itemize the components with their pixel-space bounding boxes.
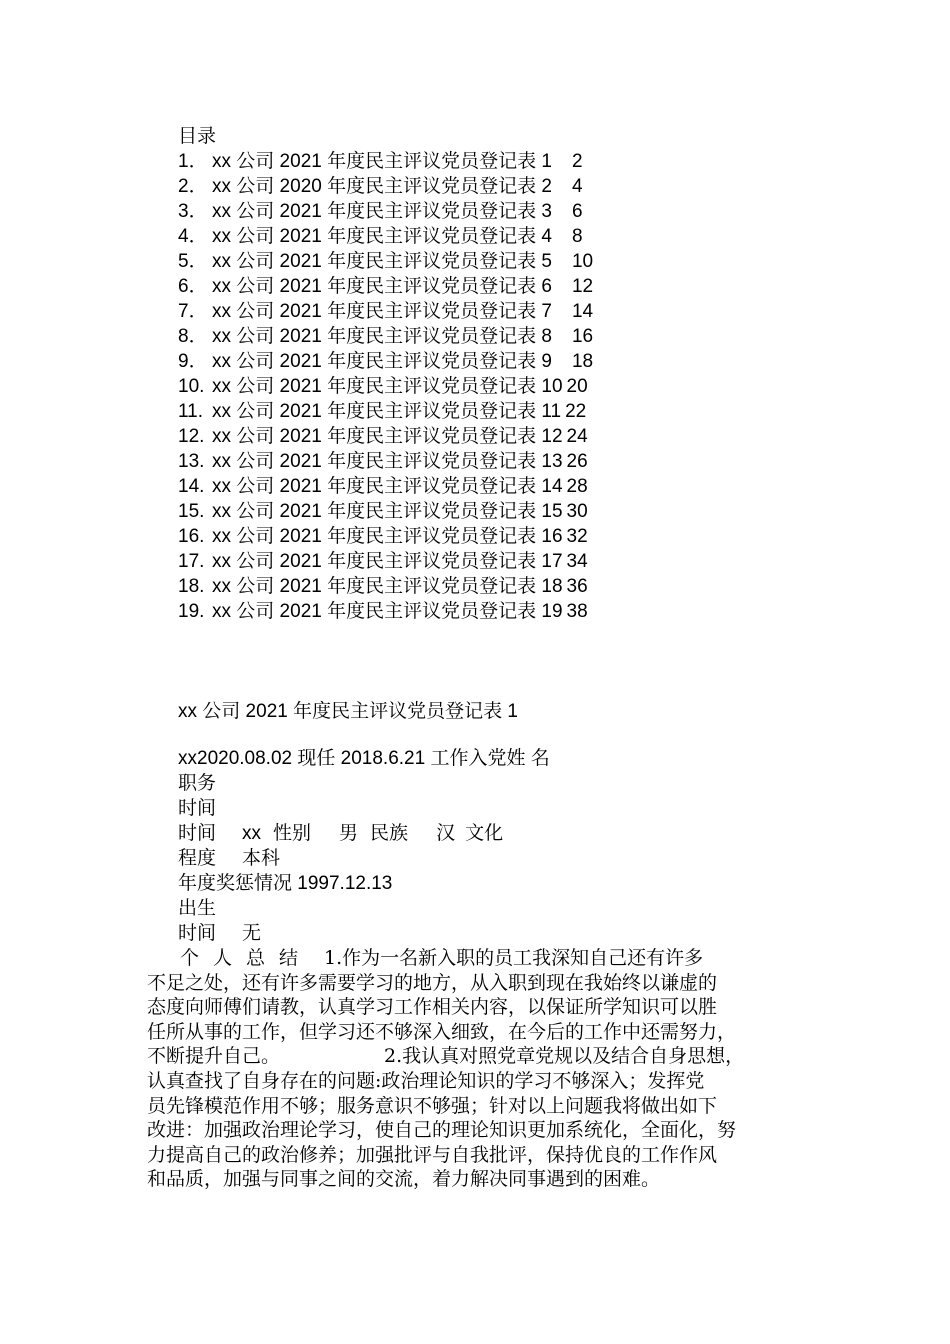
toc-item-title: xx 公司 2021 年度民主评议党员登记表 12 bbox=[212, 426, 563, 447]
toc-item-number: 15. bbox=[178, 501, 205, 522]
toc-item[interactable] bbox=[178, 424, 593, 449]
toc-item-title: xx 公司 2021 年度民主评议党员登记表 14 bbox=[212, 476, 563, 497]
toc-item-title: xx 公司 2021 年度民主评议党员登记表 19 bbox=[212, 601, 563, 622]
toc-item-page: 18 bbox=[571, 351, 594, 372]
toc-item-page: 16 bbox=[571, 326, 594, 347]
form-line: 职务 bbox=[178, 772, 217, 794]
toc-item-page: 10 bbox=[571, 251, 594, 272]
toc-item-title: xx 公司 2021 年度民主评议党员登记表 7 bbox=[212, 301, 552, 322]
registration-form-fields bbox=[178, 746, 550, 946]
toc-item[interactable] bbox=[178, 549, 593, 574]
toc-item-title: xx 公司 2021 年度民主评议党员登记表 6 bbox=[212, 276, 552, 297]
toc-item-page: 28 bbox=[566, 476, 588, 497]
toc-item-title: xx 公司 2021 年度民主评议党员登记表 11 bbox=[212, 401, 562, 422]
field-value: 无 bbox=[242, 922, 262, 944]
summary-line: 不足之处，还有许多需要学习的地方，从入职到现在我始终以谦虚的 bbox=[147, 971, 718, 994]
summary-line: 力提高自己的政治修养；加强批评与自我批评，保持优良的工作作风 bbox=[147, 1143, 718, 1166]
toc-item[interactable] bbox=[178, 349, 593, 374]
toc-item-number: 16. bbox=[178, 526, 205, 547]
form-line bbox=[178, 921, 550, 946]
toc-item-number: 19. bbox=[178, 601, 205, 622]
summary-line: 态度向师傅们请教，认真学习工作相关内容，以保证所学知识可以胜 bbox=[147, 996, 718, 1019]
toc-item-page: 34 bbox=[566, 551, 588, 572]
toc-item-title: xx 公司 2021 年度民主评议党员登记表 10 bbox=[212, 376, 563, 397]
summary-line bbox=[147, 1044, 807, 1069]
toc-item-page: 38 bbox=[566, 601, 588, 622]
personal-summary bbox=[147, 946, 807, 1192]
summary-line: 改进：加强政治理论学习，使自己的理论知识更加系统化，全面化，努 bbox=[147, 1119, 737, 1142]
toc-item-title: xx 公司 2021 年度民主评议党员登记表 4 bbox=[212, 226, 552, 247]
summary-line bbox=[147, 946, 807, 971]
toc-item-title: xx 公司 2021 年度民主评议党员登记表 18 bbox=[212, 576, 563, 597]
toc-item-page: 14 bbox=[571, 301, 594, 322]
toc-item[interactable] bbox=[178, 599, 593, 624]
toc-item-page: 32 bbox=[566, 526, 588, 547]
toc-heading: 目录 bbox=[178, 125, 217, 147]
form-line: 年度奖惩情况 1997.12.13 bbox=[178, 873, 393, 894]
toc-item[interactable] bbox=[178, 524, 593, 549]
toc-item-number: 13. bbox=[178, 451, 205, 472]
form-line: xx2020.08.02 现任 2018.6.21 工作入党姓 名 bbox=[178, 748, 550, 769]
form-line bbox=[178, 846, 550, 871]
toc-item-page: 8 bbox=[571, 226, 583, 247]
toc-item-page: 2 bbox=[571, 151, 583, 172]
toc-item-page: 24 bbox=[566, 426, 588, 447]
field-label: 性别 bbox=[273, 822, 312, 844]
summary-text: 不断提升自己。 bbox=[147, 1045, 281, 1068]
summary-text: 2.我认真对照党章党规以及结合自身思想， bbox=[384, 1045, 745, 1068]
field-label: 时间 bbox=[178, 822, 217, 844]
toc-item-title: xx 公司 2021 年度民主评议党员登记表 5 bbox=[212, 251, 552, 272]
field-label: 民族 bbox=[370, 822, 409, 844]
toc-item-number: 6． bbox=[178, 276, 208, 297]
toc-item[interactable] bbox=[178, 449, 593, 474]
toc-item[interactable] bbox=[178, 374, 593, 399]
toc-item-number: 8． bbox=[178, 326, 208, 347]
field-value: 男 bbox=[339, 822, 359, 844]
field-value: 汉 bbox=[436, 822, 456, 844]
toc-item[interactable] bbox=[178, 399, 593, 424]
toc-item-number: 14. bbox=[178, 476, 205, 497]
toc-item-number: 9． bbox=[178, 351, 208, 372]
toc-item[interactable] bbox=[178, 149, 593, 174]
toc-item-title: xx 公司 2021 年度民主评议党员登记表 3 bbox=[212, 201, 552, 222]
summary-line: 认真查找了自身存在的问题:政治理论知识的学习不够深入；发挥党 bbox=[147, 1069, 705, 1092]
summary-text: 1.作为一名新入职的员工我深知自己还有许多 bbox=[324, 947, 704, 969]
toc-item[interactable] bbox=[178, 474, 593, 499]
toc-item-title: xx 公司 2021 年度民主评议党员登记表 8 bbox=[212, 326, 552, 347]
toc-item[interactable] bbox=[178, 249, 593, 274]
toc-item[interactable] bbox=[178, 499, 593, 524]
form-line: 出生 bbox=[178, 897, 217, 919]
form-line: 时间 bbox=[178, 797, 217, 819]
toc-item[interactable] bbox=[178, 224, 593, 249]
field-value: 本科 bbox=[242, 847, 281, 869]
toc-item-title: xx 公司 2020 年度民主评议党员登记表 2 bbox=[212, 176, 552, 197]
field-label: 时间 bbox=[178, 922, 217, 944]
toc-item-title: xx 公司 2021 年度民主评议党员登记表 1 bbox=[212, 151, 552, 172]
toc-item[interactable] bbox=[178, 324, 593, 349]
toc-list bbox=[178, 149, 593, 624]
toc-item-number: 3． bbox=[178, 201, 208, 222]
toc-item[interactable] bbox=[178, 199, 593, 224]
toc-item[interactable] bbox=[178, 574, 593, 599]
toc-item-number: 5． bbox=[178, 251, 208, 272]
form-line bbox=[178, 821, 550, 846]
toc-item-number: 11. bbox=[178, 401, 204, 422]
toc-item-page: 26 bbox=[566, 451, 588, 472]
summary-line: 员先锋模范作用不够；服务意识不够强；针对以上问题我将做出如下 bbox=[147, 1094, 718, 1117]
toc-item-number: 4． bbox=[178, 226, 208, 247]
toc-item-title: xx 公司 2021 年度民主评议党员登记表 9 bbox=[212, 351, 552, 372]
toc-item-title: xx 公司 2021 年度民主评议党员登记表 15 bbox=[212, 501, 563, 522]
toc-item-title: xx 公司 2021 年度民主评议党员登记表 16 bbox=[212, 526, 563, 547]
toc-item[interactable] bbox=[178, 174, 593, 199]
form-title: xx 公司 2021 年度民主评议党员登记表 1 bbox=[178, 701, 518, 722]
table-of-contents bbox=[178, 124, 593, 624]
field-label: 文化 bbox=[465, 822, 504, 844]
toc-item-number: 10. bbox=[178, 376, 205, 397]
toc-item-number: 12. bbox=[178, 426, 205, 447]
field-value: xx bbox=[242, 823, 262, 844]
toc-item-number: 1． bbox=[178, 151, 208, 172]
toc-item-number: 17. bbox=[178, 551, 205, 572]
field-label: 程度 bbox=[178, 847, 217, 869]
summary-line: 和品质，加强与同事之间的交流，着力解决同事遇到的困难。 bbox=[147, 1168, 661, 1191]
toc-item-page: 6 bbox=[571, 201, 583, 222]
toc-item[interactable] bbox=[178, 274, 593, 299]
toc-item-number: 2． bbox=[178, 176, 208, 197]
toc-item-number: 18. bbox=[178, 576, 205, 597]
summary-line: 任所从事的工作，但学习还不够深入细致，在今后的工作中还需努力， bbox=[147, 1020, 737, 1043]
toc-item-page: 36 bbox=[566, 576, 588, 597]
toc-item-title: xx 公司 2021 年度民主评议党员登记表 13 bbox=[212, 451, 563, 472]
summary-label: 个人总结 bbox=[180, 947, 313, 969]
toc-item[interactable] bbox=[178, 299, 593, 324]
toc-item-page: 12 bbox=[571, 276, 594, 297]
toc-item-page: 20 bbox=[566, 376, 588, 397]
toc-item-page: 22 bbox=[565, 401, 587, 422]
toc-item-page: 4 bbox=[571, 176, 583, 197]
toc-item-page: 30 bbox=[566, 501, 588, 522]
toc-item-number: 7． bbox=[178, 301, 208, 322]
toc-item-title: xx 公司 2021 年度民主评议党员登记表 17 bbox=[212, 551, 563, 572]
